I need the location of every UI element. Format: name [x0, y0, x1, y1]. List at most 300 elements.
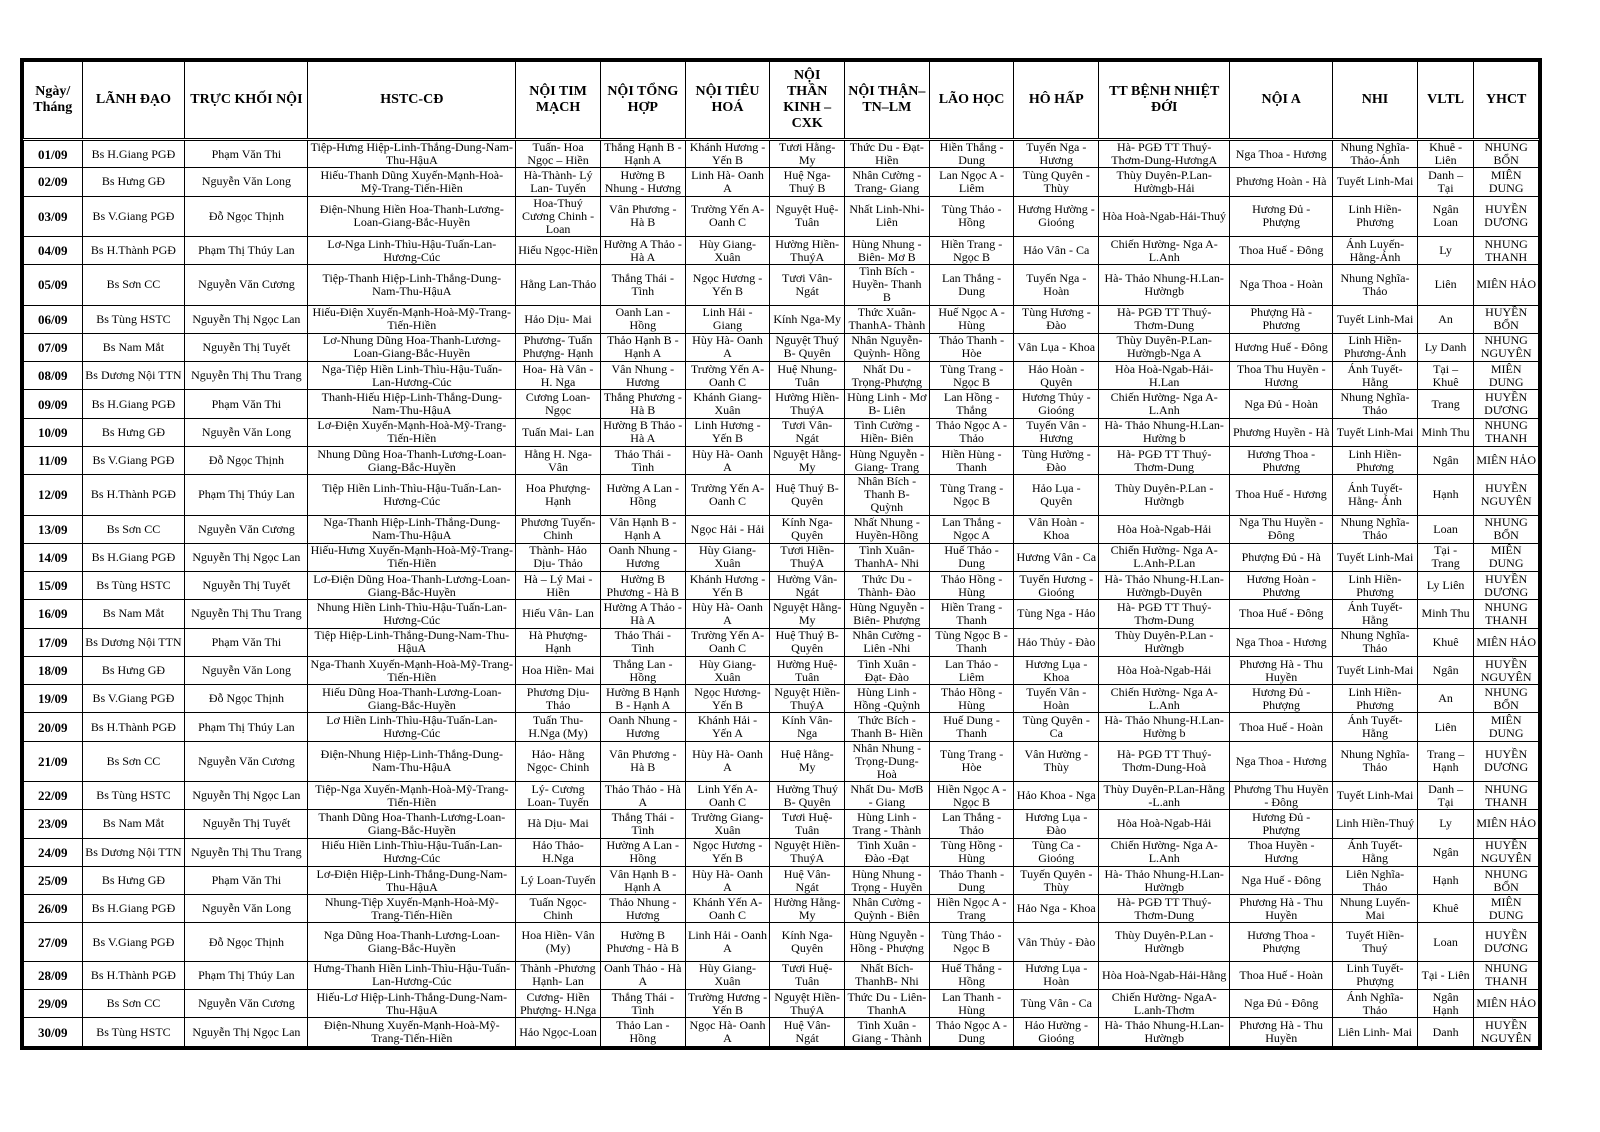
table-cell: Hường B Thảo - Hà A [600, 418, 685, 446]
date-cell: 05/09 [24, 265, 83, 305]
table-cell: Lơ-Điện Hiệp-Linh-Thắng-Dung-Nam-Thu-HậuA [308, 866, 516, 894]
table-cell: Thành -Phương Hạnh- Lan [516, 961, 601, 989]
table-cell: Cương- Hiền Phượng- H.Nga [516, 990, 601, 1018]
table-cell: Tuyến Nga - Hương [1014, 140, 1099, 168]
table-row [24, 866, 1539, 894]
table-cell: Phương Hà - Thu Huyền [1230, 1018, 1333, 1047]
table-cell: Tiệp-Hưng Hiệp-Linh-Thắng-Dung-Nam-Thu-HậuA [308, 140, 516, 168]
table-cell: Lan Thắng - Ngọc A [929, 515, 1014, 543]
column-header: NỘI THẬN–TN–LM [844, 62, 929, 140]
table-cell: Phượng Hà - Phương [1230, 305, 1333, 333]
table-cell: Bs V.Giang PGĐ [82, 196, 185, 236]
table-cell: Nguyệt Huệ-Tuân [770, 196, 845, 236]
table-cell: Tùng Trang - Ngọc B [929, 362, 1014, 390]
table-cell: Thảo Thảo - Hà A [600, 782, 685, 810]
table-cell: Lơ-Điện Dũng Hoa-Thanh-Lương-Loan-Giang-Bắc-Huyền [308, 572, 516, 600]
table-cell: Oanh Thảo - Hà A [600, 961, 685, 989]
table-cell: Nga Dũng Hoa-Thanh-Lương-Loan-Giang-Bắc-Huyền [308, 923, 516, 961]
date-cell: 28/09 [24, 961, 83, 989]
table-cell: Lý- Cương Loan- Tuyến [516, 782, 601, 810]
table-cell: Linh Tuyết-Phượng [1333, 961, 1418, 989]
table-cell: Tuyến Nga - Hoàn [1014, 265, 1099, 305]
date-cell: 04/09 [24, 236, 83, 264]
table-cell: Phương Thu Huyền - Đông [1230, 782, 1333, 810]
table-cell: Hường Huệ-Tuân [770, 656, 845, 684]
table-cell: Huệ Thuý B-Quyên [770, 628, 845, 656]
table-cell: Hùng Nguyễn - Hồng - Phượng [844, 923, 929, 961]
table-cell: Vân Hường - Thùy [1014, 741, 1099, 781]
table-cell: HUYỀN BỔN [1474, 305, 1539, 333]
table-cell: Tươi Hiền-ThuýA [770, 543, 845, 571]
table-cell: Lan Thắng - Dung [929, 265, 1014, 305]
table-cell: Thắng Hạnh B - Hạnh A [600, 140, 685, 168]
table-cell: Huệ Nhung-Tuân [770, 362, 845, 390]
date-cell: 06/09 [24, 305, 83, 333]
table-cell: Bs Tùng HSTC [82, 1018, 185, 1047]
table-cell: Trang [1417, 390, 1473, 418]
table-cell: Nhung Luyến-Mai [1333, 895, 1418, 923]
table-cell: Nhất Nhung - Huyền-Hồng [844, 515, 929, 543]
table-cell: Huế Ngọc A - Hùng [929, 305, 1014, 333]
table-cell: Phượng Đủ - Hà [1230, 543, 1333, 571]
table-cell: Tùng Nga - Hảo [1014, 600, 1099, 628]
table-cell: Hùy Hà- Oanh A [685, 741, 770, 781]
table-cell: MIÊN DUNG [1474, 895, 1539, 923]
table-cell: HUYỀN DƯƠNG [1474, 741, 1539, 781]
table-cell: Thoa Huế - Hương [1230, 475, 1333, 515]
table-cell: Nguyễn Văn Long [185, 656, 308, 684]
table-cell: Lan Thanh - Hùng [929, 990, 1014, 1018]
table-cell: Bs Tùng HSTC [82, 305, 185, 333]
table-cell: Hương Vân - Ca [1014, 543, 1099, 571]
table-cell: Trường Yến A-Oanh C [685, 196, 770, 236]
table-cell: Nhất Linh-Nhi- Liên [844, 196, 929, 236]
table-cell: Huế Thắng - Hồng [929, 961, 1014, 989]
table-cell: Hương Thoa - Phương [1230, 446, 1333, 474]
table-cell: MIÊN HẢO [1474, 265, 1539, 305]
table-cell: Tình Cường - Hiền- Biên [844, 418, 929, 446]
table-cell: Hường A Lan - Hồng [600, 838, 685, 866]
table-cell: Bs H.Thành PGĐ [82, 475, 185, 515]
table-cell: Kính Nga-Quyên [770, 923, 845, 961]
table-cell: HUYỀN NGUYÊN [1474, 475, 1539, 515]
table-cell: Ánh Tuyết-Hằng [1333, 838, 1418, 866]
table-cell: Ly [1417, 810, 1473, 838]
date-cell: 02/09 [24, 168, 83, 196]
table-cell: Vân Hạnh B - Hạnh A [600, 515, 685, 543]
table-cell: Nhân Bích - Thanh B- Quỳnh [844, 475, 929, 515]
table-cell: Linh Hiền-Thuý [1333, 810, 1418, 838]
table-cell: Hảo Thủy - Đào [1014, 628, 1099, 656]
table-cell: Nguyễn Văn Cương [185, 990, 308, 1018]
table-cell: Khánh Hương - Yến B [685, 140, 770, 168]
table-cell: Thức Xuân-ThanhA- Thành [844, 305, 929, 333]
table-cell: Hùy Giang-Xuân [685, 961, 770, 989]
table-cell: Hường B Phương - Hà B [600, 923, 685, 961]
table-cell: Hà- Thảo Nhung-H.Lan-Hườngb [1099, 1018, 1230, 1047]
table-cell: Phạm Thị Thúy Lan [185, 961, 308, 989]
table-cell: Nguyệt Hằng- My [770, 446, 845, 474]
table-cell: Hiếu-Thanh Dũng Xuyến-Mạnh-Hoà-Mỹ-Trang-Tiến-Hiền [308, 168, 516, 196]
date-cell: 13/09 [24, 515, 83, 543]
table-cell: Hoa Phượng-Hạnh [516, 475, 601, 515]
table-cell: Bs H.Thành PGĐ [82, 961, 185, 989]
table-cell: Nga Đủ - Đông [1230, 990, 1333, 1018]
table-cell: Khuê [1417, 628, 1473, 656]
table-cell: Hùy Giang-Xuân [685, 656, 770, 684]
table-row [24, 895, 1539, 923]
column-header: NHI [1333, 62, 1418, 140]
table-cell: Trường Yến A-Oanh C [685, 628, 770, 656]
table-cell: Thoa Huế - Hoàn [1230, 713, 1333, 741]
table-cell: Nguyễn Thị Thu Trang [185, 362, 308, 390]
table-cell: Lan Ngọc A - Liêm [929, 168, 1014, 196]
table-cell: Hảo- Hằng Ngọc- Chinh [516, 741, 601, 781]
table-cell: Hường B Hạnh B - Hạnh A [600, 685, 685, 713]
table-cell: HUYỀN DƯƠNG [1474, 572, 1539, 600]
table-cell: Thắng Thái - Tình [600, 810, 685, 838]
date-cell: 22/09 [24, 782, 83, 810]
table-cell: Điện-Nhung Hiệp-Linh-Thắng-Dung-Nam-Thu-HậuA [308, 741, 516, 781]
table-cell: Nga-Tiệp Hiền Linh-Thìu-Hậu-Tuấn-Lan-Hương-Cúc [308, 362, 516, 390]
table-cell: Ánh Tuyết-Hằng [1333, 362, 1418, 390]
table-cell: Phạm Văn Thi [185, 628, 308, 656]
table-cell: Hùy Hà- Oanh A [685, 446, 770, 474]
date-cell: 19/09 [24, 685, 83, 713]
table-cell: Thức Du - Thành- Đào [844, 572, 929, 600]
table-cell: Huệ Vân-Ngát [770, 866, 845, 894]
table-cell: Nguyễn Văn Cương [185, 741, 308, 781]
table-cell: Nguyệt Hằng- My [770, 600, 845, 628]
table-cell: Hảo Hường - Gioóng [1014, 1018, 1099, 1047]
table-cell: Huế Thảo - Dung [929, 543, 1014, 571]
date-cell: 03/09 [24, 196, 83, 236]
table-cell: Nguyệt Hiền-ThuýA [770, 990, 845, 1018]
table-cell: Ly Danh [1417, 333, 1473, 361]
table-cell: Hảo Thảo-H.Nga [516, 838, 601, 866]
table-cell: Nhân Cường - Quỳnh - Biên [844, 895, 929, 923]
table-cell: Tuấn Ngọc-Chinh [516, 895, 601, 923]
table-cell: Hương Thủy - Gioóng [1014, 390, 1099, 418]
table-cell: Tuyết Linh-Mai [1333, 782, 1418, 810]
table-cell: Trường Yến A-Oanh C [685, 475, 770, 515]
table-cell: Tùng Thảo - Hồng [929, 196, 1014, 236]
table-cell: Tùng Quyên - Ca [1014, 713, 1099, 741]
table-cell: Linh Hải - Oanh A [685, 923, 770, 961]
table-cell: Thanh-Hiếu Hiệp-Linh-Thắng-Dung-Nam-Thu-HậuA [308, 390, 516, 418]
table-cell: Thoa Thu Huyền - Hương [1230, 362, 1333, 390]
table-cell: Nguyễn Thị Tuyết [185, 810, 308, 838]
table-cell: Hà Dịu- Mai [516, 810, 601, 838]
table-cell: An [1417, 305, 1473, 333]
table-cell: Bs Dương Nội TTN [82, 362, 185, 390]
table-cell: Hảo Vân - Ca [1014, 236, 1099, 264]
table-cell: Nga Thoa - Hương [1230, 741, 1333, 781]
table-cell: Hà- PGĐ TT Thuý-Thơm-Dung [1099, 305, 1230, 333]
date-cell: 25/09 [24, 866, 83, 894]
table-cell: Ngân [1417, 656, 1473, 684]
table-cell: Phương Dịu-Thảo [516, 685, 601, 713]
table-cell: Nga Huế - Đông [1230, 866, 1333, 894]
table-cell: Nguyệt Hiền-ThuýA [770, 838, 845, 866]
table-row [24, 418, 1539, 446]
table-cell: Hiếu-Điện Xuyến-Mạnh-Hoà-Mỹ-Trang-Tiến-Hiền [308, 305, 516, 333]
table-row [24, 628, 1539, 656]
table-cell: Tuyến Hương - Gioóng [1014, 572, 1099, 600]
table-cell: Hà- PGĐ TT Thuý-Thơm-Dung [1099, 895, 1230, 923]
table-cell: Hùng Nhung - Biên- Mơ B [844, 236, 929, 264]
table-cell: Hùng Linh - Mơ B- Liên [844, 390, 929, 418]
table-cell: Tươi Vân-Ngát [770, 418, 845, 446]
table-cell: Nhân Nguyễn-Quỳnh- Hồng [844, 333, 929, 361]
table-cell: MIÊN HẢO [1474, 990, 1539, 1018]
table-cell: Nhất Du - Trọng-Phượng [844, 362, 929, 390]
table-cell: NHUNG BỔN [1474, 140, 1539, 168]
table-cell: Huệ Nga-Thuý B [770, 168, 845, 196]
table-cell: Hùng Nhung - Trọng - Huyền [844, 866, 929, 894]
table-cell: NHUNG THANH [1474, 600, 1539, 628]
table-cell: Chiến Hường- Nga A-L.Anh [1099, 838, 1230, 866]
table-cell: Hảo Khoa - Nga [1014, 782, 1099, 810]
table-cell: Tươi Huệ-Tuân [770, 961, 845, 989]
table-cell: Nhung Nghĩa-Thảo [1333, 265, 1418, 305]
table-cell: Tiệp-Thanh Hiệp-Linh-Thắng-Dung-Nam-Thu-HậuA [308, 265, 516, 305]
table-cell: Vân Phương - Hà B [600, 196, 685, 236]
table-cell: Bs Hưng GĐ [82, 866, 185, 894]
table-cell: Nhân Cường - Trang- Giang [844, 168, 929, 196]
table-cell: Hòa Hoà-Ngab-Hải-Thuý [1099, 196, 1230, 236]
table-cell: HUYỀN DƯƠNG [1474, 196, 1539, 236]
date-cell: 30/09 [24, 1018, 83, 1047]
table-cell: Hường B Phương - Hà B [600, 572, 685, 600]
table-cell: Hiếu Vân- Lan [516, 600, 601, 628]
table-cell: Ánh Tuyết-Hằng [1333, 713, 1418, 741]
table-cell: Bs Sơn CC [82, 990, 185, 1018]
table-row [24, 990, 1539, 1018]
date-cell: 11/09 [24, 446, 83, 474]
table-cell: Tình Bích - Huyền- Thanh B [844, 265, 929, 305]
table-row [24, 656, 1539, 684]
table-cell: Hương Thoa - Phượng [1230, 923, 1333, 961]
table-cell: Thùy Duyên-P.Lan-Hườngb-Nga A [1099, 333, 1230, 361]
header-row [24, 62, 1539, 140]
table-cell: Thức Du - Đạt-Hiền [844, 140, 929, 168]
table-cell: Kính Vân-Nga [770, 713, 845, 741]
table-cell: Ngân [1417, 446, 1473, 474]
table-cell: Thùy Duyên-P.Lan-Hườngb-Hải [1099, 168, 1230, 196]
table-cell: Hiền Hùng - Thanh [929, 446, 1014, 474]
table-row [24, 196, 1539, 236]
table-cell: Nguyễn Thị Thu Trang [185, 600, 308, 628]
table-cell: Nguyễn Thị Ngọc Lan [185, 543, 308, 571]
date-cell: 27/09 [24, 923, 83, 961]
table-cell: Thắng Lan - Hồng [600, 656, 685, 684]
table-cell: Tùng Hồng - Hùng [929, 838, 1014, 866]
table-cell: Trường Hương - Yến B [685, 990, 770, 1018]
table-cell: An [1417, 685, 1473, 713]
table-cell: Nguyễn Văn Long [185, 418, 308, 446]
table-cell: Bs Hưng GĐ [82, 418, 185, 446]
date-cell: 29/09 [24, 990, 83, 1018]
table-cell: Hùng Nguyễn - Giang- Trang [844, 446, 929, 474]
table-cell: Khánh Hải - Yến A [685, 713, 770, 741]
table-cell: Phạm Văn Thi [185, 866, 308, 894]
table-cell: Bs Dương Nội TTN [82, 838, 185, 866]
table-cell: Nguyễn Thị Tuyết [185, 572, 308, 600]
table-cell: Linh Hà- Oanh A [685, 168, 770, 196]
table-cell: Hưng-Thanh Hiền Linh-Thìu-Hậu-Tuấn-Lan-Hương-Cúc [308, 961, 516, 989]
table-cell: Huệ Hằng-My [770, 741, 845, 781]
table-cell: Hường A Thảo - Hà A [600, 236, 685, 264]
table-cell: Loan [1417, 923, 1473, 961]
table-cell: Hảo Ngọc-Loan [516, 1018, 601, 1047]
table-cell: Tùng Vân - Ca [1014, 990, 1099, 1018]
table-cell: Nguyễn Văn Long [185, 895, 308, 923]
table-cell: Nguyệt Hiền-ThuýA [770, 685, 845, 713]
table-cell: Tươi Vân-Ngát [770, 265, 845, 305]
table-cell: Bs Nam Mắt [82, 333, 185, 361]
table-cell: Hà- Thảo Nhung-H.Lan-Hườngb [1099, 866, 1230, 894]
table-cell: Thành- Hảo Dịu- Thảo [516, 543, 601, 571]
table-cell: Lơ Hiền Linh-Thìu-Hậu-Tuấn-Lan-Hương-Cúc [308, 713, 516, 741]
table-cell: Hương Đủ - Phượng [1230, 685, 1333, 713]
table-cell: Thùy Duyên-P.Lan -Hườngb [1099, 475, 1230, 515]
table-cell: Nguyễn Văn Long [185, 168, 308, 196]
table-cell: Hằng H. Nga-Vân [516, 446, 601, 474]
date-cell: 17/09 [24, 628, 83, 656]
column-header: NỘI TIÊU HOÁ [685, 62, 770, 140]
table-cell: Hà-Thành- Lý Lan- Tuyến [516, 168, 601, 196]
table-cell: Phạm Văn Thi [185, 390, 308, 418]
table-cell: NHUNG THANH [1474, 782, 1539, 810]
table-cell: Thức Bích - Thanh B- Hiền [844, 713, 929, 741]
table-row [24, 713, 1539, 741]
column-header: NỘI TỔNG HỢP [600, 62, 685, 140]
table-cell: HUYỀN DƯƠNG [1474, 390, 1539, 418]
table-cell: Nhung Nghĩa-Thảo [1333, 515, 1418, 543]
table-cell: Nguyệt Thuý B- Quyên [770, 333, 845, 361]
table-cell: Ngân Hạnh [1417, 990, 1473, 1018]
table-cell: Vân Thủy - Đào [1014, 923, 1099, 961]
table-cell: Vân Hạnh B - Hạnh A [600, 866, 685, 894]
table-cell: NHUNG BỔN [1474, 866, 1539, 894]
table-cell: Phương Hà - Thu Huyền [1230, 895, 1333, 923]
table-cell: Thoa Huế - Đông [1230, 600, 1333, 628]
table-cell: Tươi Huệ-Tuân [770, 810, 845, 838]
column-header: LÃNH ĐẠO [82, 62, 185, 140]
table-cell: Hạnh [1417, 866, 1473, 894]
column-header: TT BỆNH NHIỆT ĐỚI [1099, 62, 1230, 140]
table-cell: Minh Thu [1417, 418, 1473, 446]
table-cell: Vân Phương - Hà B [600, 741, 685, 781]
table-cell: Hà – Lý Mai - Hiền [516, 572, 601, 600]
table-cell: Hiền Ngọc A - Ngọc B [929, 782, 1014, 810]
table-cell: NHUNG BỔN [1474, 515, 1539, 543]
table-cell: Thảo Lan - Hồng [600, 1018, 685, 1047]
table-cell: Hiếu Dũng Hoa-Thanh-Lương-Loan-Giang-Bắc-Huyền [308, 685, 516, 713]
table-cell: Khuê [1417, 895, 1473, 923]
table-cell: Vân Hoàn - Khoa [1014, 515, 1099, 543]
table-cell: Thắng Thái - Tình [600, 265, 685, 305]
date-cell: 01/09 [24, 140, 83, 168]
table-cell: Thùy Duyên-P.Lan -Hườngb [1099, 628, 1230, 656]
table-cell: Liên [1417, 713, 1473, 741]
table-row [24, 572, 1539, 600]
table-cell: Bs Tùng HSTC [82, 782, 185, 810]
table-cell: Trang – Hạnh [1417, 741, 1473, 781]
table-cell: Hoa Hiền- Mai [516, 656, 601, 684]
table-cell: Hà Phượng-Hạnh [516, 628, 601, 656]
table-cell: Tuyết Hiền-Thuý [1333, 923, 1418, 961]
table-cell: Bs H.Giang PGĐ [82, 390, 185, 418]
table-cell: Ngọc Hải - Hải [685, 515, 770, 543]
table-cell: Tình Xuân - Đào -Đạt [844, 838, 929, 866]
table-cell: Bs Hưng GĐ [82, 168, 185, 196]
table-cell: Lơ-Điện Xuyến-Mạnh-Hoà-Mỹ-Trang-Tiến-Hiền [308, 418, 516, 446]
table-cell: Thảo Thanh - Hòe [929, 333, 1014, 361]
table-row [24, 600, 1539, 628]
table-cell: Hương Đủ - Phượng [1230, 196, 1333, 236]
table-row [24, 168, 1539, 196]
table-row [24, 446, 1539, 474]
table-cell: Bs Nam Mắt [82, 810, 185, 838]
table-cell: Hùy Giang-Xuân [685, 543, 770, 571]
table-cell: Hà- PGĐ TT Thuý-Thơm-Dung [1099, 600, 1230, 628]
table-cell: Hiền Trang - Thanh [929, 600, 1014, 628]
table-cell: Linh Hiền-Phương-Ánh [1333, 333, 1418, 361]
table-cell: Bs Dương Nội TTN [82, 628, 185, 656]
table-cell: Hoa-Thuý Cương Chinh - Loan [516, 196, 601, 236]
table-cell: Hòa Hoà-Ngab-Hải-Hằng [1099, 961, 1230, 989]
table-cell: Bs H.Thành PGĐ [82, 236, 185, 264]
table-cell: Tuyến Vân - Hoàn [1014, 685, 1099, 713]
table-cell: Hương Lụa - Khoa [1014, 656, 1099, 684]
table-cell: Ly [1417, 236, 1473, 264]
table-cell: Hường Hằng-My [770, 895, 845, 923]
table-cell: Nga Đủ - Hoàn [1230, 390, 1333, 418]
column-header: YHCT [1474, 62, 1539, 140]
table-cell: Hiền Ngọc A - Trang [929, 895, 1014, 923]
table-cell: Bs Hưng GĐ [82, 656, 185, 684]
table-cell: Điện-Nhung Hiền Hoa-Thanh-Lương-Loan-Giang-Bắc-Huyền [308, 196, 516, 236]
table-cell: Linh Yến A-Oanh C [685, 782, 770, 810]
table-cell: Chiến Hường- NgaA-L.anh-Thơm [1099, 990, 1230, 1018]
table-cell: Tuấn Mai- Lan [516, 418, 601, 446]
table-cell: Hường B Nhung - Hương [600, 168, 685, 196]
table-cell: Vân Nhung - Hương [600, 362, 685, 390]
table-cell: Hòa Hoà-Ngab-Hải [1099, 656, 1230, 684]
table-cell: Hường Hiền-ThuýA [770, 236, 845, 264]
table-cell: Linh Hải - Giang [685, 305, 770, 333]
table-cell: Chiến Hường- Nga A-L.Anh [1099, 236, 1230, 264]
table-cell: Nguyễn Thị Thu Trang [185, 838, 308, 866]
table-cell: Tuyết Linh-Mai [1333, 543, 1418, 571]
table-cell: Hùy Hà- Oanh A [685, 600, 770, 628]
table-row [24, 810, 1539, 838]
table-row [24, 265, 1539, 305]
date-cell: 08/09 [24, 362, 83, 390]
table-cell: Hùy Giang-Xuân [685, 236, 770, 264]
table-cell: Hòa Hoà-Ngab-Hải [1099, 515, 1230, 543]
table-cell: Ngọc Hương-Yến B [685, 685, 770, 713]
table-cell: Chiến Hường- Nga A-L.Anh [1099, 685, 1230, 713]
table-cell: Thùy Duyên-P.Lan-Hằng -L.anh [1099, 782, 1230, 810]
table-cell: Phương- Tuấn Phượng- Hạnh [516, 333, 601, 361]
table-cell: NHUNG THANH [1474, 418, 1539, 446]
table-cell: Hoa Hiền- Vân (My) [516, 923, 601, 961]
table-cell: Hiếu-Lơ Hiệp-Linh-Thắng-Dung-Nam-Thu-HậuA [308, 990, 516, 1018]
table-cell: Đỗ Ngọc Thịnh [185, 446, 308, 474]
